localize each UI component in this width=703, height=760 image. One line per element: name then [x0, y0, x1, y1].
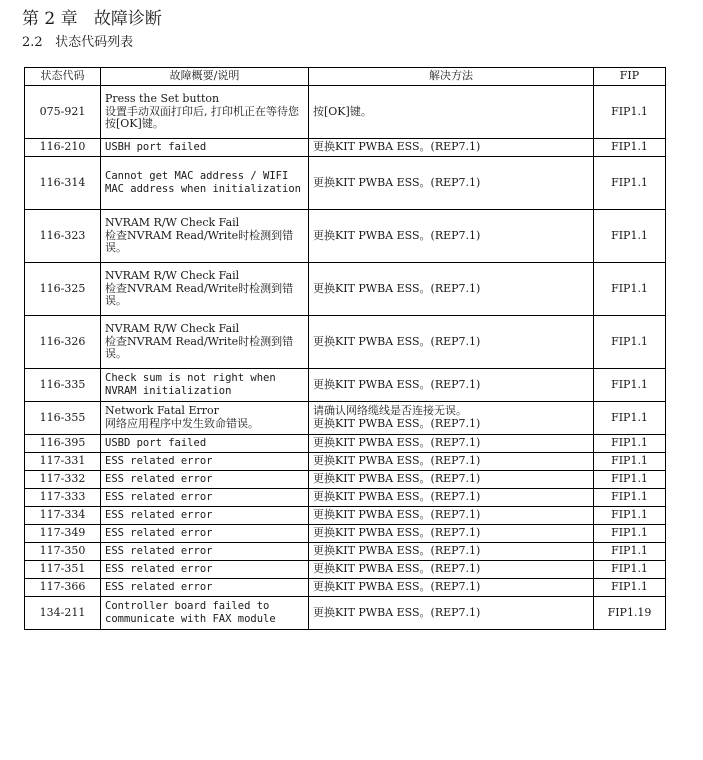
fip-reference: FIP1.1 [594, 316, 666, 369]
table-row [25, 402, 666, 435]
fault-summary: ESS related error [101, 453, 309, 471]
header-solution: 解决方法 [309, 68, 594, 86]
solution: 更换KIT PWBA ESS。(REP7.1) [309, 489, 594, 507]
status-code: 116-355 [25, 402, 101, 435]
fault-summary: Controller board failed to communicate with FAX module [101, 597, 309, 630]
status-code: 116-395 [25, 435, 101, 453]
table-row [25, 561, 666, 579]
status-code: 116-210 [25, 139, 101, 157]
solution: 更换KIT PWBA ESS。(REP7.1) [309, 263, 594, 316]
fip-reference: FIP1.1 [594, 453, 666, 471]
fip-reference: FIP1.1 [594, 210, 666, 263]
fip-reference: FIP1.1 [594, 507, 666, 525]
status-code: 116-326 [25, 316, 101, 369]
section-title: 2.2 状态代码列表 [22, 35, 134, 50]
fault-summary: ESS related error [101, 561, 309, 579]
table-row [25, 579, 666, 597]
fip-reference: FIP1.1 [594, 86, 666, 139]
fault-summary: ESS related error [101, 579, 309, 597]
fault-summary: USBD port failed [101, 435, 309, 453]
table-row [25, 435, 666, 453]
table-row [25, 369, 666, 402]
fip-reference: FIP1.1 [594, 525, 666, 543]
status-code: 134-211 [25, 597, 101, 630]
table-row [25, 507, 666, 525]
fip-reference: FIP1.1 [594, 157, 666, 210]
solution: 更换KIT PWBA ESS。(REP7.1) [309, 507, 594, 525]
fip-reference: FIP1.1 [594, 139, 666, 157]
fault-summary: NVRAM R/W Check Fail 检查NVRAM Read/Write时检测到错误。 [101, 263, 309, 316]
fip-reference: FIP1.1 [594, 369, 666, 402]
header-fip: FIP [594, 68, 666, 86]
fault-summary: ESS related error [101, 543, 309, 561]
solution: 更换KIT PWBA ESS。(REP7.1) [309, 453, 594, 471]
solution: 更换KIT PWBA ESS。(REP7.1) [309, 210, 594, 263]
status-code: 117-349 [25, 525, 101, 543]
fip-reference: FIP1.1 [594, 543, 666, 561]
fault-summary: USBH port failed [101, 139, 309, 157]
fip-reference: FIP1.1 [594, 435, 666, 453]
status-code-table [24, 67, 666, 630]
solution: 更换KIT PWBA ESS。(REP7.1) [309, 525, 594, 543]
solution: 更换KIT PWBA ESS。(REP7.1) [309, 561, 594, 579]
status-code: 117-331 [25, 453, 101, 471]
fip-reference: FIP1.1 [594, 402, 666, 435]
solution: 更换KIT PWBA ESS。(REP7.1) [309, 543, 594, 561]
fault-summary: ESS related error [101, 471, 309, 489]
solution: 更换KIT PWBA ESS。(REP7.1) [309, 579, 594, 597]
fault-summary: NVRAM R/W Check Fail 检查NVRAM Read/Write时检测到错误。 [101, 316, 309, 369]
table-row [25, 263, 666, 316]
fault-summary: Network Fatal Error 网络应用程序中发生致命错误。 [101, 402, 309, 435]
status-code: 117-333 [25, 489, 101, 507]
status-code: 117-351 [25, 561, 101, 579]
solution: 更换KIT PWBA ESS。(REP7.1) [309, 597, 594, 630]
fault-summary: ESS related error [101, 525, 309, 543]
fip-reference: FIP1.1 [594, 489, 666, 507]
table-row [25, 86, 666, 139]
solution: 更换KIT PWBA ESS。(REP7.1) [309, 471, 594, 489]
status-code: 117-334 [25, 507, 101, 525]
table-row [25, 597, 666, 630]
status-code: 116-323 [25, 210, 101, 263]
fip-reference: FIP1.1 [594, 561, 666, 579]
solution: 请确认网络缆线是否连接无误。 更换KIT PWBA ESS。(REP7.1) [309, 402, 594, 435]
fault-summary: Press the Set button 设置手动双面打印后, 打印机正在等待您按[OK]键。 [101, 86, 309, 139]
status-code: 116-314 [25, 157, 101, 210]
fault-summary: ESS related error [101, 507, 309, 525]
table-row [25, 489, 666, 507]
fip-reference: FIP1.1 [594, 263, 666, 316]
solution: 更换KIT PWBA ESS。(REP7.1) [309, 316, 594, 369]
status-code: 075-921 [25, 86, 101, 139]
header-status-code: 状态代码 [25, 68, 101, 86]
fault-summary: ESS related error [101, 489, 309, 507]
header-fault-summary: 故障概要/说明 [101, 68, 309, 86]
solution: 更换KIT PWBA ESS。(REP7.1) [309, 139, 594, 157]
table-row [25, 139, 666, 157]
fip-reference: FIP1.19 [594, 597, 666, 630]
status-code: 117-332 [25, 471, 101, 489]
status-code: 117-350 [25, 543, 101, 561]
fault-summary: Cannot get MAC address / WIFI MAC address when initialization [101, 157, 309, 210]
fip-reference: FIP1.1 [594, 471, 666, 489]
solution: 更换KIT PWBA ESS。(REP7.1) [309, 157, 594, 210]
fip-reference: FIP1.1 [594, 579, 666, 597]
fault-summary: Check sum is not right when NVRAM initialization [101, 369, 309, 402]
table-header-row [25, 68, 666, 86]
solution: 更换KIT PWBA ESS。(REP7.1) [309, 369, 594, 402]
solution: 按[OK]键。 [309, 86, 594, 139]
status-code: 116-325 [25, 263, 101, 316]
table-row [25, 525, 666, 543]
fault-summary: NVRAM R/W Check Fail 检查NVRAM Read/Write时检测到错误。 [101, 210, 309, 263]
table-row [25, 316, 666, 369]
status-code: 116-335 [25, 369, 101, 402]
table-row [25, 471, 666, 489]
table-row [25, 453, 666, 471]
table-row [25, 210, 666, 263]
table-row [25, 543, 666, 561]
solution: 更换KIT PWBA ESS。(REP7.1) [309, 435, 594, 453]
chapter-title: 第 2 章 故障诊断 [22, 9, 162, 29]
status-code: 117-366 [25, 579, 101, 597]
table-row [25, 157, 666, 210]
